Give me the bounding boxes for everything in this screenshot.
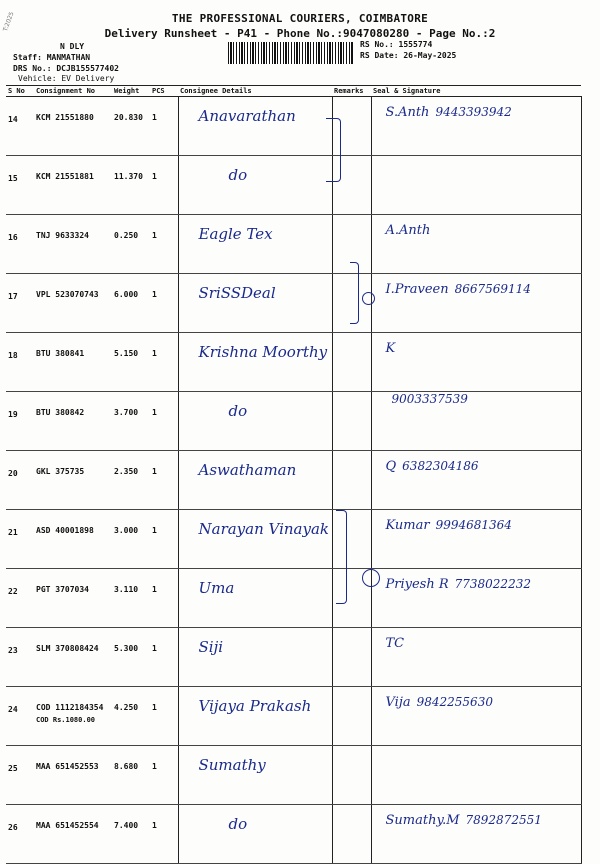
row-weight: 5.300: [112, 628, 150, 687]
row-consignee: [178, 97, 332, 156]
vehicle-label: Vehicle:: [18, 74, 57, 83]
row-signature: [371, 510, 581, 569]
col-weight: Weight: [112, 86, 150, 97]
signature-handwriting: K: [385, 341, 396, 356]
consignee-handwriting: do: [228, 402, 248, 420]
consignee-handwriting: Krishna Moorthy: [198, 343, 328, 361]
row-weight: 8.680: [112, 746, 150, 805]
runsheet-table: [6, 85, 582, 864]
row-signature: [371, 156, 581, 215]
staff-line: [13, 52, 90, 63]
row-consignee: [178, 510, 332, 569]
row-sno: 26: [6, 805, 34, 864]
table-row: [6, 687, 581, 746]
row-consignment-number: COD 1112184354: [36, 703, 104, 712]
rs-date-label: RS Date:: [360, 51, 399, 60]
row-consignment: [34, 687, 112, 746]
row-weight: 3.000: [112, 510, 150, 569]
phone-handwriting: 7738022232: [454, 577, 531, 591]
row-pcs: 1: [150, 746, 178, 805]
row-pcs: 1: [150, 392, 178, 451]
phone-handwriting: 9842255630: [416, 695, 493, 709]
phone-handwriting: 9994681364: [435, 518, 512, 532]
row-weight: 11.370: [112, 156, 150, 215]
row-signature: [371, 805, 581, 864]
row-consignment: PGT 3707034: [34, 569, 112, 628]
phone-handwriting: 9443393942: [435, 105, 512, 119]
row-consignee: [178, 274, 332, 333]
row-remarks: [332, 687, 371, 746]
handwritten-bracket: [336, 510, 347, 604]
col-sno: S No: [6, 86, 34, 97]
row-remarks: [332, 805, 371, 864]
vehicle-line: [18, 73, 114, 84]
row-remarks: [332, 333, 371, 392]
consignee-handwriting: do: [228, 815, 248, 833]
handwritten-circle: [362, 292, 375, 305]
consignee-handwriting: Anavarathan: [198, 107, 296, 125]
table-row: [6, 215, 581, 274]
rs-date-value: 26-May-2025: [403, 51, 457, 60]
row-consignment: KCM 21551881: [34, 156, 112, 215]
table-row: [6, 569, 581, 628]
margin-note: T:2025: [2, 10, 16, 33]
row-signature: [371, 628, 581, 687]
staff-value: MANMATHAN: [46, 53, 91, 62]
row-remarks: [332, 451, 371, 510]
runsheet-title: Delivery Runsheet - P41 - Phone No.:9047080280 - Page No.:2: [104, 27, 496, 40]
table-header-row: [6, 86, 581, 97]
row-weight: 4.250: [112, 687, 150, 746]
signature-handwriting: [374, 746, 386, 754]
barcode: [228, 42, 354, 64]
signature-handwriting: [374, 156, 386, 164]
drs-label: DRS No.:: [13, 64, 52, 73]
handwritten-bracket: [326, 118, 341, 182]
row-signature: [371, 392, 581, 451]
row-consignee: [178, 628, 332, 687]
phone-handwriting: 6382304186: [402, 459, 479, 473]
drs-value: DCJB155577402: [56, 64, 119, 73]
consignee-handwriting: do: [228, 166, 248, 184]
phone-handwriting: 9003337539: [391, 392, 468, 406]
row-signature: [371, 569, 581, 628]
table-row: [6, 805, 581, 864]
row-consignee: [178, 451, 332, 510]
row-signature: [371, 215, 581, 274]
row-pcs: 1: [150, 215, 178, 274]
consignee-handwriting: Siji: [198, 638, 224, 656]
row-sno: 22: [6, 569, 34, 628]
row-consignment: MAA 651452554: [34, 805, 112, 864]
handwritten-bracket: [350, 262, 359, 324]
row-weight: 3.110: [112, 569, 150, 628]
row-consignment: VPL 523070743: [34, 274, 112, 333]
row-sno: 21: [6, 510, 34, 569]
consignee-handwriting: Sumathy: [198, 756, 266, 774]
table-row: [6, 628, 581, 687]
handwritten-circle: [362, 569, 380, 587]
row-sno: 14: [6, 97, 34, 156]
row-pcs: 1: [150, 805, 178, 864]
row-weight: 7.400: [112, 805, 150, 864]
row-sno: 17: [6, 274, 34, 333]
table-row: [6, 97, 581, 156]
rs-no-value: 1555774: [398, 40, 433, 49]
row-weight: 20.830: [112, 97, 150, 156]
row-sno: 25: [6, 746, 34, 805]
row-weight: 2.350: [112, 451, 150, 510]
row-signature: [371, 687, 581, 746]
row-weight: 6.000: [112, 274, 150, 333]
table-row: [6, 156, 581, 215]
signature-handwriting: Priyesh R: [385, 577, 449, 592]
table-row: [6, 451, 581, 510]
consignee-handwriting: Aswathaman: [198, 461, 297, 479]
rs-date-line: [360, 51, 456, 60]
row-remarks: [332, 746, 371, 805]
row-pcs: 1: [150, 628, 178, 687]
phone-handwriting: 7892872551: [465, 813, 542, 827]
row-weight: 0.250: [112, 215, 150, 274]
table-row: [6, 333, 581, 392]
row-sno: 18: [6, 333, 34, 392]
signature-handwriting: Q: [385, 459, 397, 474]
signature-handwriting: S.Anth: [385, 105, 430, 120]
row-consignee: [178, 687, 332, 746]
signature-handwriting: [374, 395, 386, 403]
consignee-handwriting: SriSSDeal: [198, 284, 276, 302]
consignee-handwriting: Vijaya Prakash: [198, 697, 312, 715]
table-row: [6, 392, 581, 451]
row-consignee: [178, 333, 332, 392]
row-consignment: ASD 40001898: [34, 510, 112, 569]
row-sno: 20: [6, 451, 34, 510]
consignee-handwriting: Uma: [198, 579, 235, 597]
row-consignment: GKL 375735: [34, 451, 112, 510]
col-consignee: Consignee Details: [178, 86, 332, 97]
row-signature: [371, 746, 581, 805]
rs-no-line: [360, 40, 432, 49]
row-pcs: 1: [150, 156, 178, 215]
signature-handwriting: Vija: [385, 695, 411, 710]
signature-handwriting: Sumathy.M: [385, 813, 460, 828]
row-pcs: 1: [150, 510, 178, 569]
cod-amount: COD Rs.1080.00: [36, 716, 96, 724]
row-signature: [371, 97, 581, 156]
row-consignment: TNJ 9633324: [34, 215, 112, 274]
phone-handwriting: 8667569114: [454, 282, 531, 296]
row-pcs: 1: [150, 569, 178, 628]
table-row: [6, 274, 581, 333]
vehicle-value: EV Delivery: [61, 74, 115, 83]
row-pcs: 1: [150, 274, 178, 333]
row-sno: 24: [6, 687, 34, 746]
row-pcs: 1: [150, 687, 178, 746]
row-consignee: [178, 805, 332, 864]
row-consignee: [178, 156, 332, 215]
row-consignment: MAA 651452553: [34, 746, 112, 805]
row-consignment: BTU 380842: [34, 392, 112, 451]
row-sno: 15: [6, 156, 34, 215]
row-signature: [371, 333, 581, 392]
row-weight: 5.150: [112, 333, 150, 392]
signature-handwriting: TC: [385, 636, 405, 651]
signature-handwriting: I.Praveen: [385, 282, 449, 297]
row-weight: 3.700: [112, 392, 150, 451]
row-remarks: [332, 628, 371, 687]
row-signature: [371, 451, 581, 510]
row-pcs: 1: [150, 97, 178, 156]
rs-no-label: RS No.:: [360, 40, 394, 49]
col-remarks: Remarks: [332, 86, 371, 97]
signature-handwriting: Kumar: [385, 518, 430, 533]
table-row: [6, 746, 581, 805]
row-consignment: KCM 21551880: [34, 97, 112, 156]
consignee-handwriting: Narayan Vinayak: [198, 520, 330, 538]
staff-label: Staff:: [13, 53, 42, 62]
row-signature: [371, 274, 581, 333]
col-signature: Seal & Signature: [371, 86, 581, 97]
signature-handwriting: A.Anth: [385, 223, 431, 238]
table-row: [6, 510, 581, 569]
row-remarks: [332, 392, 371, 451]
dly-label: N DLY: [60, 42, 85, 51]
row-sno: 23: [6, 628, 34, 687]
row-consignment: BTU 380841: [34, 333, 112, 392]
row-sno: 19: [6, 392, 34, 451]
row-consignee: [178, 746, 332, 805]
row-consignment: SLM 370808424: [34, 628, 112, 687]
row-pcs: 1: [150, 451, 178, 510]
row-consignee: [178, 392, 332, 451]
col-pcs: PCS: [150, 86, 178, 97]
row-consignee: [178, 215, 332, 274]
row-consignee: [178, 569, 332, 628]
row-sno: 16: [6, 215, 34, 274]
company-title: THE PROFESSIONAL COURIERS, COIMBATORE: [171, 12, 429, 25]
col-consignment: Consignment No: [34, 86, 112, 97]
consignee-handwriting: Eagle Tex: [198, 225, 273, 243]
row-pcs: 1: [150, 333, 178, 392]
